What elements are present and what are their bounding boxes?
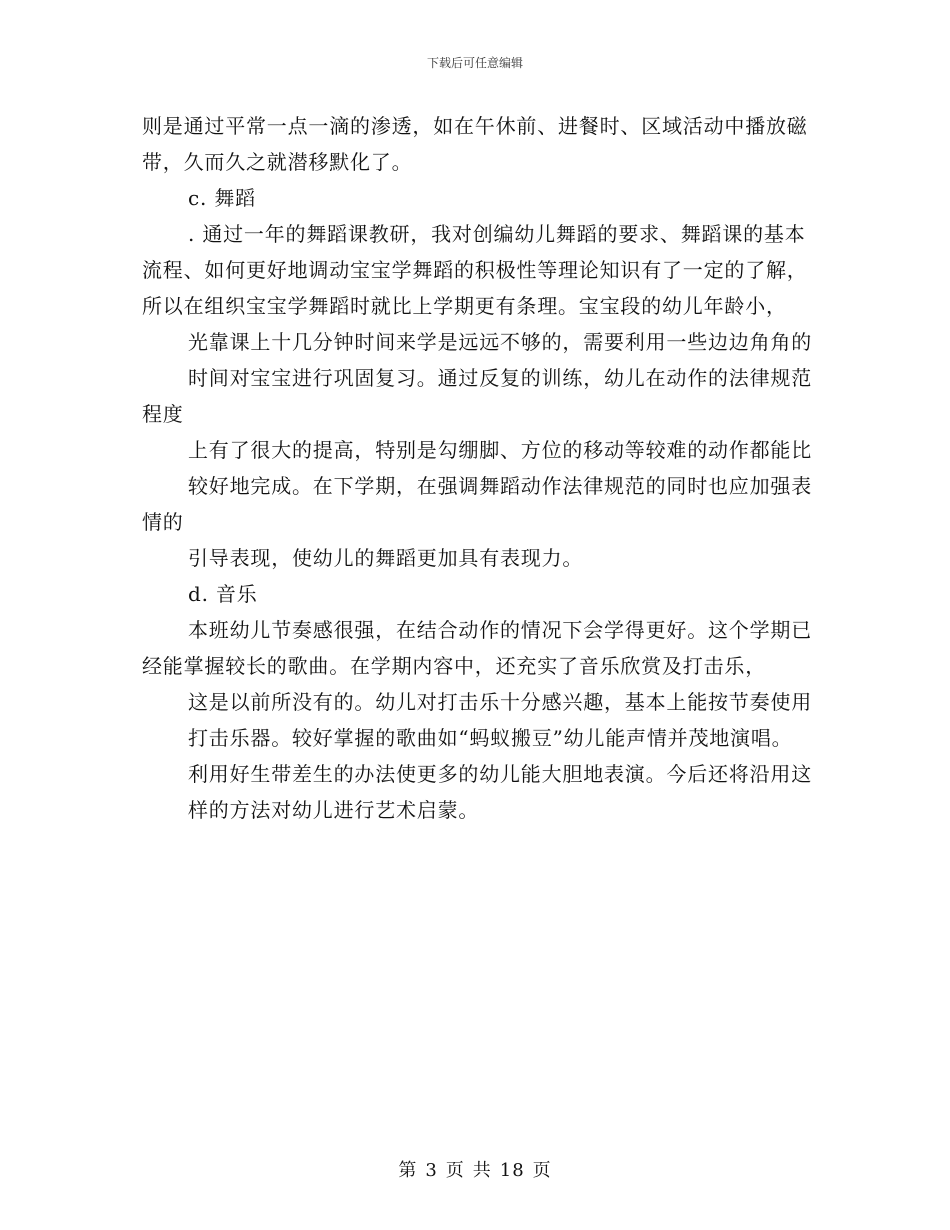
paragraph: 上有了很大的提高，特别是勾绷脚、方位的移动等较难的动作都能比 — [188, 438, 812, 462]
footer-prefix: 第 — [398, 1160, 418, 1181]
paragraph: . 通过一年的舞蹈课教研，我对创编幼儿舞蹈的要求、舞蹈课的基本流程、如何更好地调动宝宝学舞蹈的积极性等理论知识有了一定的了解，所以在组织宝宝学舞蹈时就比上学期更有条理。宝宝段的幼儿年龄小， — [142, 222, 808, 318]
paragraph: 本班幼儿节奏感很强，在结合动作的情况下会学得更好。这个学期已经能掌握较长的歌曲。在学期内容中，还充实了音乐欣赏及打击乐， — [142, 618, 812, 678]
page-footer — [0, 1156, 950, 1182]
footer-page-number: 3 — [425, 1160, 438, 1181]
footer-suffix: 页 — [532, 1160, 552, 1181]
paragraph: 较好地完成。在下学期，在强调舞蹈动作法律规范的同时也应加强表情的 — [142, 474, 812, 534]
paragraph: 时间对宝宝进行巩固复习。通过反复的训练，幼儿在动作的法律规范程度 — [142, 366, 812, 426]
paragraph: 光靠课上十几分钟时间来学是远远不够的，需要利用一些边边角角的 — [188, 330, 812, 354]
paragraph: 打击乐器。较好掌握的歌曲如“蚂蚁搬豆”幼儿能声情并茂地演唱。 — [188, 726, 793, 750]
paragraph: 样的方法对幼儿进行艺术启蒙。 — [188, 798, 480, 822]
footer-total-word: 共 — [472, 1160, 492, 1181]
paragraph: 则是通过平常一点一滴的渗透，如在午休前、进餐时、区域活动中播放磁带，久而久之就潜移默化了。 — [142, 114, 808, 174]
page-header: 下载后可任意编辑 — [426, 56, 523, 70]
section-heading-dance: c. 舞蹈 — [188, 186, 256, 210]
paragraph: 引导表现，使幼儿的舞蹈更加具有表现力。 — [188, 546, 584, 570]
document-body — [142, 108, 812, 828]
footer-total-pages: 18 — [499, 1160, 525, 1181]
paragraph: 利用好生带差生的办法使更多的幼儿能大胆地表演。今后还将沿用这 — [188, 762, 812, 786]
paragraph: 这是以前所没有的。幼儿对打击乐十分感兴趣，基本上能按节奏使用 — [188, 690, 812, 714]
footer-page-word: 页 — [445, 1160, 465, 1181]
section-heading-music: d. 音乐 — [188, 582, 258, 606]
